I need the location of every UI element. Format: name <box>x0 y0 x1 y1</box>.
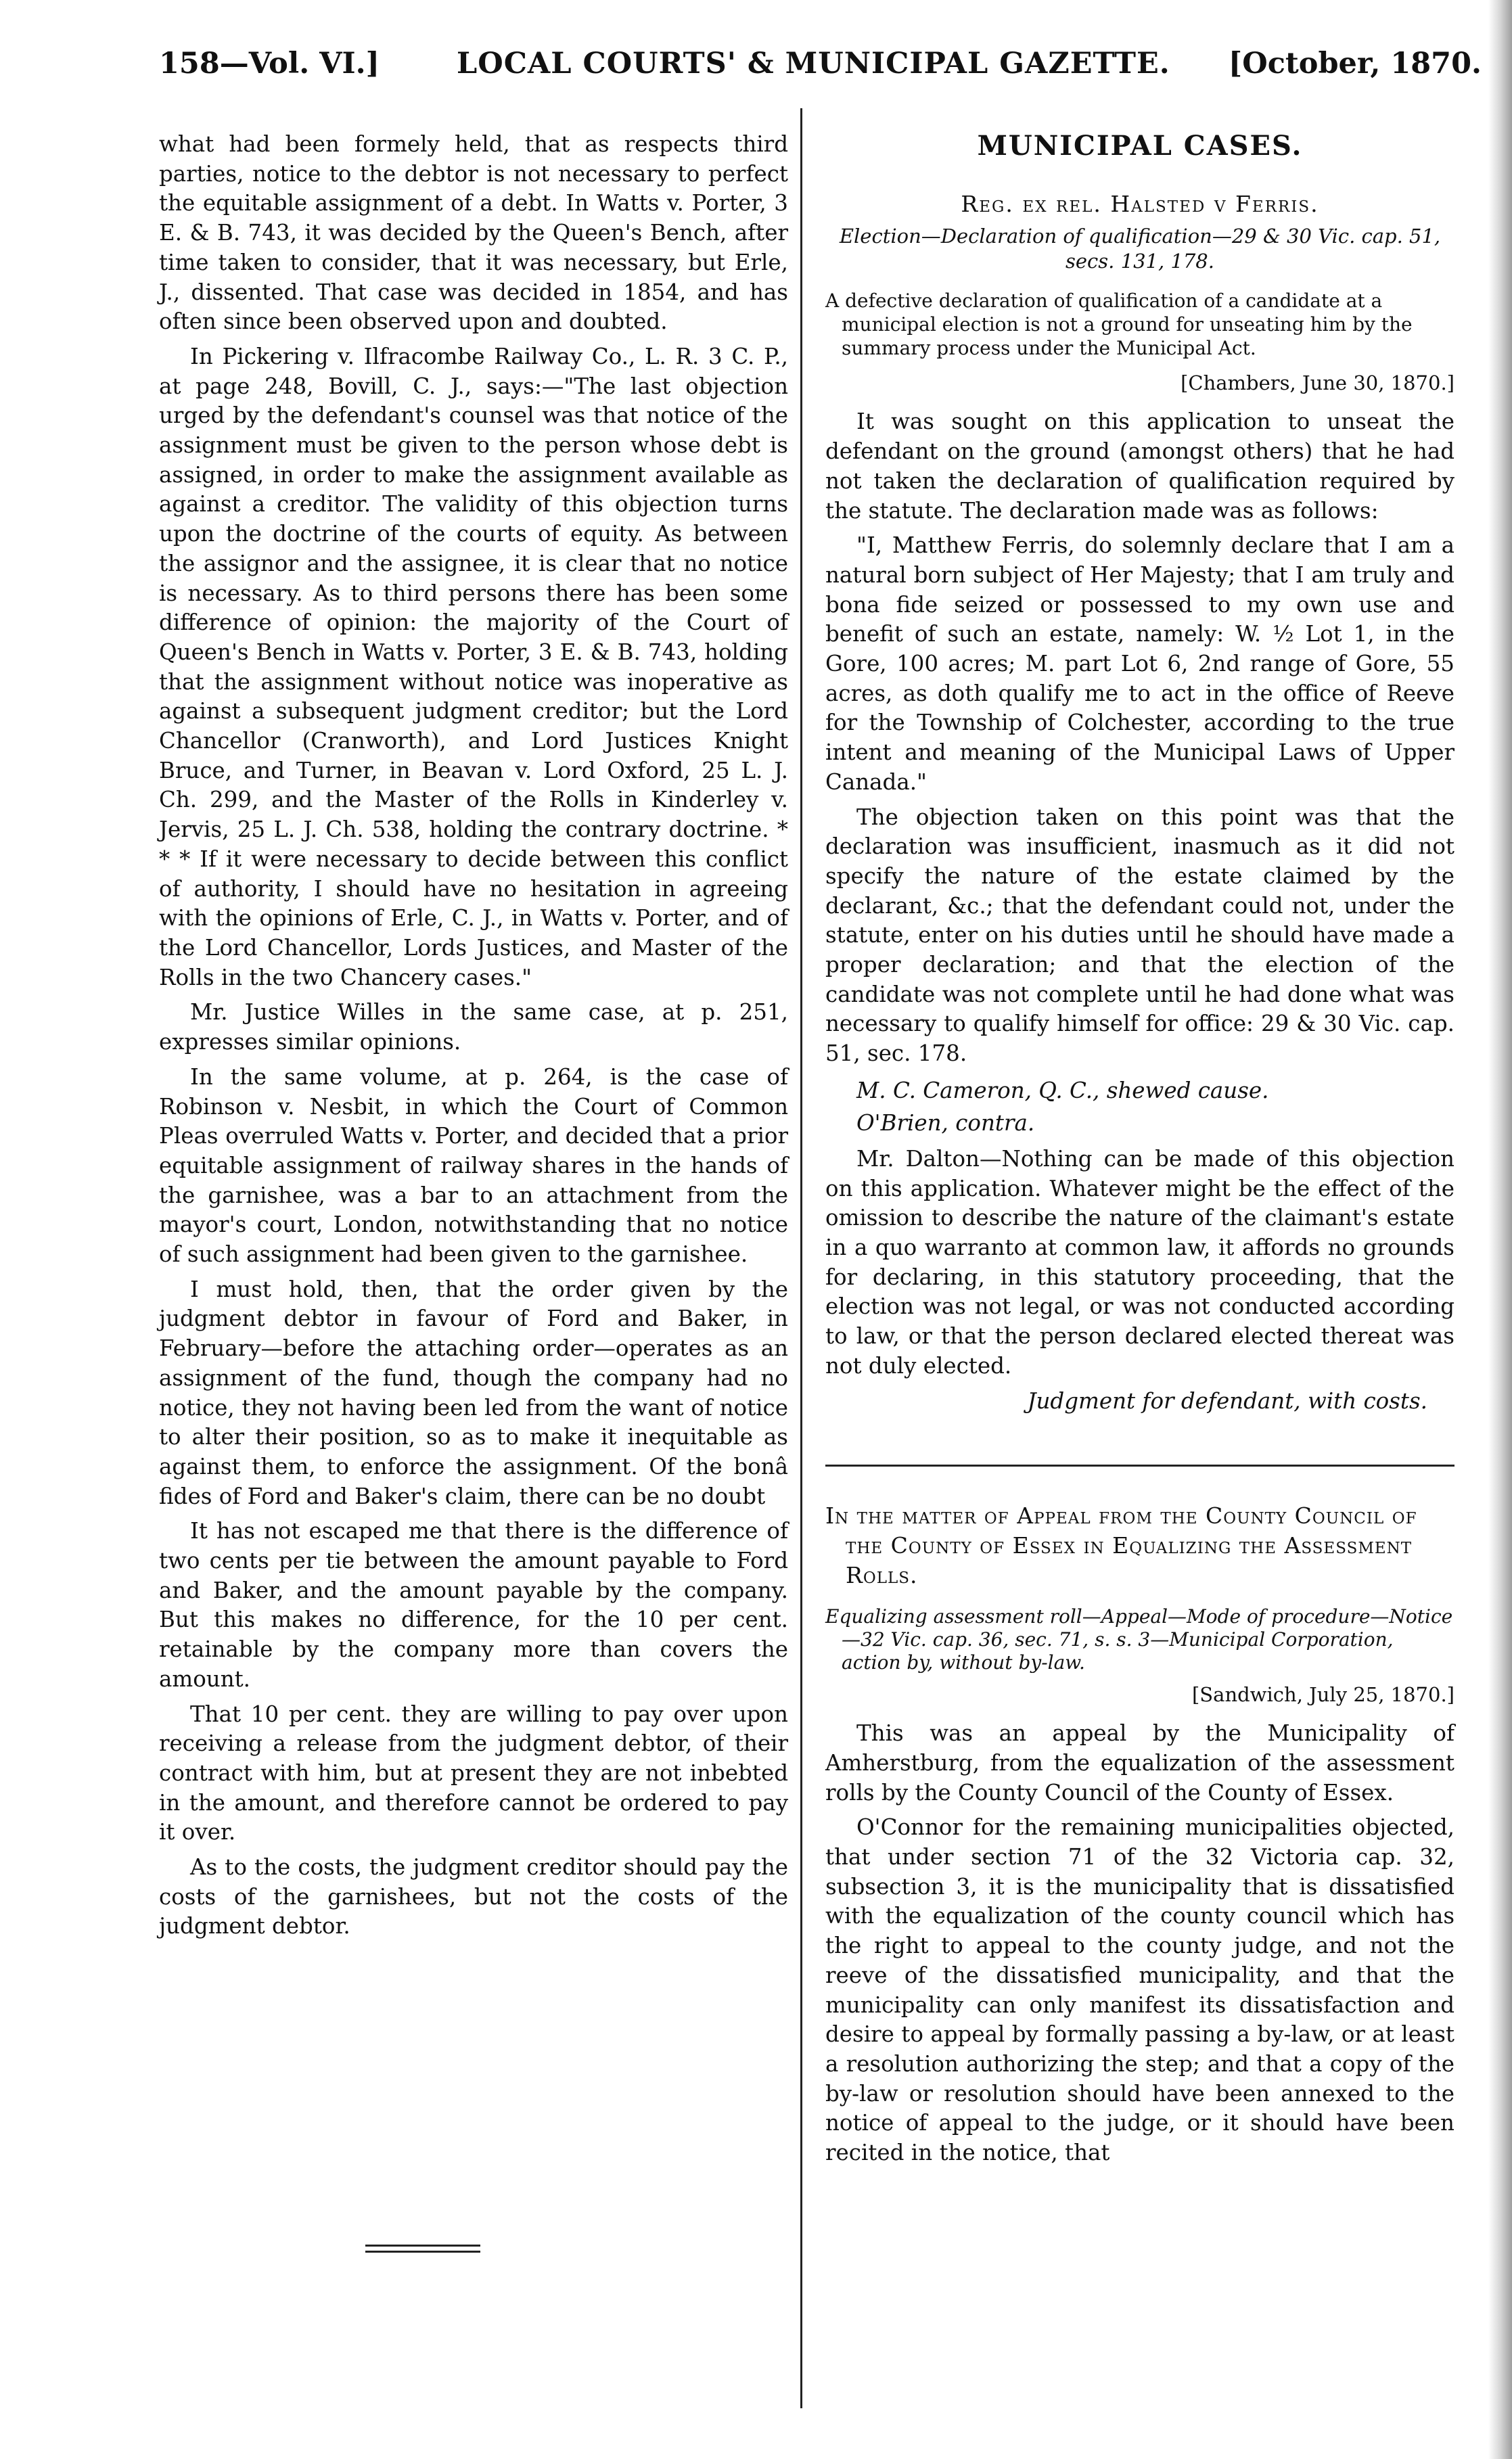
left-column <box>159 130 788 1947</box>
paragraph: Mr. Justice Willes in the same case, at p. 251, expresses similar opinions. <box>159 999 788 1055</box>
case-subtitle: Equalizing assessment roll—Appeal—Mode of procedure—Notice—32 Vic. cap. 36, sec. 71, s. s. 3—Municipal Corporation, action by, without by-law. <box>825 1605 1453 1674</box>
paragraph: O'Connor for the remaining municipalities objected, that under section 71 of the 32 Victoria cap. 32, subsection 3, it is the municipality that is dissatisfied with the equalization of the county council which has the right to appeal to the county judge, and not the reeve of the dissatisfied municipality, and that the municipality can only manifest its dissatisfaction and desire to appeal by formally passing a by-law, or at least a resolution authorizing the step; and that a copy of the by-law or resolution should have been annexed to the notice of appeal to the judge, or it should have been recited in the notice, that <box>825 1814 1454 2166</box>
paragraph: It has not escaped me that there is the difference of two cents per tie between the amount payable to Ford and Baker, and the amount payable by the company. But this makes no difference, for the 10 per cent. retainable by the company more than covers the amount. <box>159 1518 788 1692</box>
counsel-line: M. C. Cameron, Q. C., shewed cause. <box>856 1077 1269 1103</box>
paragraph: Mr. Dalton—Nothing can be made of this objection on this application. Whatever might be the effect of the omission to describe the nature of the claimant's estate in a quo warranto at common law, it affords no grounds for declaring, in this statutory proceeding, that the election was not legal, or was not conducted according to law, or that the person declared elected thereat was not duly elected. <box>825 1145 1454 1379</box>
court-and-date: [Sandwich, July 25, 1870.] <box>1191 1683 1454 1707</box>
paragraph: As to the costs, the judgment creditor should pay the costs of the garnishees, but not the costs of the judgment debtor. <box>159 1854 788 1939</box>
paragraph: In the same volume, at p. 264, is the case of Robinson v. Nesbit, in which the Court of Common Pleas overruled Watts v. Porter, and decided that a prior equitable assignment of railway shares in the hands of the garnishee, was a bar to an attachment from the mayor's court, London, notwithstanding that no notice of such assignment had been given to the garnishee. <box>159 1063 788 1268</box>
case-title: In the matter of Appeal from the County Council of the County of Essex in Equalizing the Assessment Rolls. <box>825 1502 1417 1589</box>
header-date: [October, 1870. <box>1228 47 1482 81</box>
paragraph: I must hold, then, that the order given by the judgment debtor in favour of Ford and Baker, in February—before the attaching order—operates as an assignment of the fund, though the company had no notice, they not having been led from the want of notice to alter their position, so as to make it inequitable as against them, to enforce the assignment. Of the bonâ fides of Ford and Baker's claim, there can be no doubt <box>159 1276 788 1509</box>
case-title: Reg. ex rel. Halsted v Ferris. <box>961 190 1319 217</box>
paragraph: This was an appeal by the Municipality of Amherstburg, from the equalization of the assessment rolls by the County Council of the County of Essex. <box>825 1720 1454 1806</box>
paragraph: The objection taken on this point was that the declaration was insufficient, inasmuch as it did not specify the nature of the estate claimed by the declarant, &c.; that the defendant could not, under the statute, enter on his duties until he should have made a proper declaration; and that the election of the candidate was not complete until he had done what was necessary to qualify himself for office: 29 & 30 Vic. cap. 51, sec. 178. <box>825 804 1454 1067</box>
running-header <box>159 37 1482 91</box>
page-edge-shadow <box>1488 0 1512 2459</box>
right-column <box>825 130 1454 2174</box>
paragraph: what had been formely held, that as respects third parties, notice to the debtor is not necessary to perfect the equitable assignment of a debt. In Watts v. Porter, 3 E. & B. 743, it was decided by the Queen's Bench, after time taken to consider, that it was necessary, but Erle, J., dissented. That case was decided in 1854, and has often since been observed upon and doubted. <box>159 131 788 335</box>
column-divider <box>800 108 802 2408</box>
end-of-article-rule <box>365 2245 480 2253</box>
header-title: LOCAL COURTS' & MUNICIPAL GAZETTE. <box>457 47 1170 81</box>
paragraph: "I, Matthew Ferris, do solemnly declare that I am a natural born subject of Her Majesty; that I am truly and bona fide seized or possessed to my own use and benefit of such an estate, namely: W. ½ Lot 1, in the Gore, 100 acres; M. part Lot 6, 2nd range of Gore, 55 acres, as doth qualify me to act in the office of Reeve for the Township of Colchester, according to the true intent and meaning of the Municipal Laws of Upper Canada." <box>825 532 1454 795</box>
case-headnote: A defective declaration of qualification of a candidate at a municipal election is not a ground for unseating him by the summary process under the Municipal Act. <box>825 290 1413 360</box>
paragraph: In Pickering v. Ilfracombe Railway Co., L. R. 3 C. P., at page 248, Bovill, C. J., says:—"The last objection urged by the defendant's counsel was that notice of the assignment must be given to the person whose debt is assigned, in order to make the assignment available as against a creditor. The validity of this objection turns upon the doctrine of the courts of equity. As between the assignor and the assignee, it is clear that no notice is necessary. As to third persons there has been some difference of opinion: the majority of the Court of Queen's Bench in Watts v. Porter, 3 E. & B. 743, holding that the assignment without notice was inoperative as against a subsequent judgment creditor; but the Lord Chancellor (Cranworth), and Lord Justices Knight Bruce, and Turner, in Beavan v. Lord Oxford, 25 L. J. Ch. 299, and the Master of the Rolls in Kinderley v. Jervis, 25 L. J. Ch. 538, holding the contrary doctrine. * * * If it were necessary to decide between this conflict of authority, I should have no hesitation in agreeing with the opinions of Erle, C. J., in Watts v. Porter, and of the Lord Chancellor, Lords Justices, and Master of the Rolls in the two Chancery cases." <box>159 343 788 990</box>
paragraph: It was sought on this application to unseat the defendant on the ground (amongst others) that he had not taken the declaration of qualification required by the statute. The declaration made was as follows: <box>825 409 1454 524</box>
section-title: MUNICIPAL CASES. <box>977 130 1303 162</box>
judgment-line: Judgment for defendant, with costs. <box>1027 1387 1427 1414</box>
case-subtitle: Election—Declaration of qualification—29 & 30 Vic. cap. 51, secs. 131, 178. <box>839 225 1441 273</box>
counsel-line: O'Brien, contra. <box>856 1109 1035 1136</box>
header-volume: 158—Vol. VI.] <box>159 47 380 81</box>
section-rule <box>825 1451 1454 1481</box>
court-and-date: [Chambers, June 30, 1870.] <box>1181 371 1454 395</box>
paragraph: That 10 per cent. they are willing to pay over upon receiving a release from the judgment debtor, of their contract with him, but at present they are not inbebted in the amount, and therefore cannot be ordered to pay it over. <box>159 1701 788 1845</box>
